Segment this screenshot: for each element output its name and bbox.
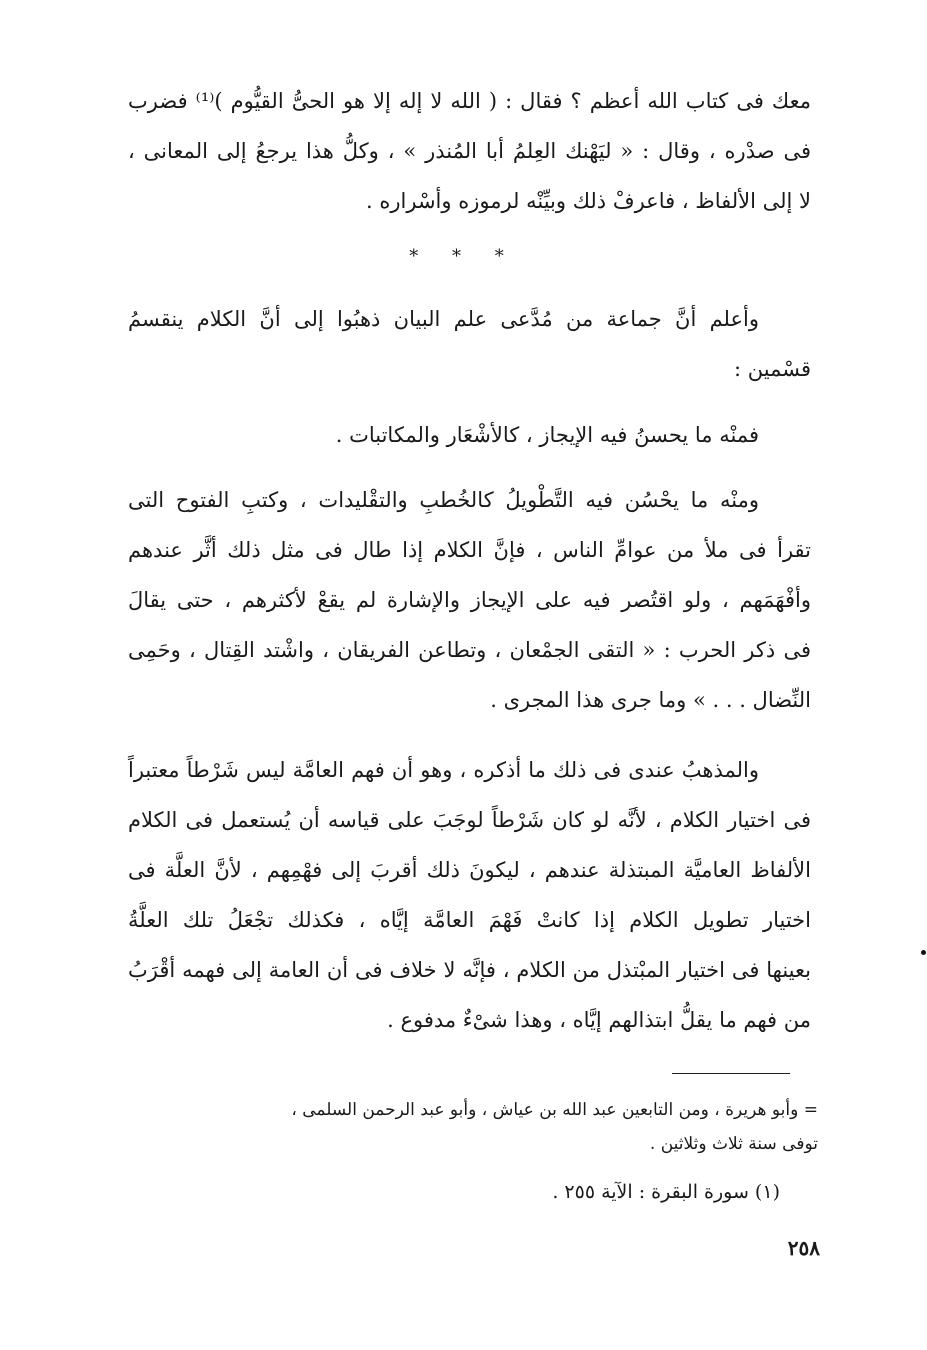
text-line: النِّضال . . . » وما جرى هذا المجرى .	[490, 688, 811, 712]
paragraph-3	[128, 410, 811, 460]
text-line: والمذهبُ عندى فى ذلك ما أذكره ، وهو أن فهم العامَّة ليس شَرْطاً معتبراً	[128, 758, 759, 782]
text-line: قسْمين :	[734, 357, 811, 381]
text-line: بعينها فى اختيار المبْتذل من الكلام ، فإنَّه لا خلاف فى أن العامة إلى فهمه أقْرَبُ	[128, 958, 811, 982]
text-line: فمنْه ما يحسنُ فيه الإيجاز ، كالأشْعَار والمكاتبات .	[335, 423, 759, 447]
text-line: اختيار تطويل الكلام إذا كانتْ فَهْمَ العامَّة إيَّاه ، فكذلك تجْعَلُ تلك العلَّةُ	[128, 908, 811, 932]
paragraph-2	[128, 294, 811, 394]
text-line: فى اختيار الكلام ، لأنَّه لو كان شَرْطاً لوجَبَ على قياسه أن يُستعمل فى الكلام	[128, 808, 811, 832]
footnote-reference: (١) سورة البقرة : الآية ٢٥٥ .	[552, 1181, 780, 1203]
text-line: فى ذكر الحرب : « التقى الجمْعان ، وتطاعن الفريقان ، واشْتد القِتال ، وحَمِى	[128, 638, 811, 662]
footnote-divider	[672, 1073, 790, 1074]
paragraph-4	[128, 475, 811, 725]
text-line: وأفْهَمَهم ، ولو اقتُصر فيه على الإيجاز والإشارة لم يقعْ لأكثرهم ، حتى يقالَ	[128, 588, 811, 612]
text-line: من فهم ما يقلُّ ابتذالهم إيَّاه ، وهذا شىْءٌ مدفوع .	[387, 1008, 811, 1032]
section-ornament: * * *	[409, 246, 518, 267]
text-line: فى صدْره ، وقال : « ليَهْنك العِلمُ أبا المُنذر » ، وكلُّ هذا يرجعُ إلى المعانى ،	[128, 139, 811, 163]
footnote-line: توفى سنة ثلاث وثلاثين .	[649, 1134, 818, 1154]
page-number: ٢٥٨	[787, 1236, 820, 1260]
text-line: الألفاظ العاميَّة المبتذلة عندهم ، ليكونَ ذلك أقربَ إلى فهْمِهم ، لأنَّ العلَّة فى	[128, 858, 811, 882]
text-line: لا إلى الألفاظ ، فاعرفْ ذلك وبيِّنْه لرموزه وأسْراره .	[366, 189, 811, 213]
margin-mark	[921, 950, 926, 955]
paragraph-5	[128, 745, 811, 1045]
text-line: تقرأ فى ملأ من عوامِّ الناس ، فإنَّ الكلام إذا طال فى مثل ذلك أثَّر عندهم	[128, 538, 811, 562]
text-line: معك فى كتاب الله أعظم ؟ فقال : ( الله لا إله إلا هو الحىُّ القيُّوم )⁽¹⁾ فضرب	[128, 89, 811, 113]
text-line: ومنْه ما يحْسُن فيه التَّطْويلُ كالخُطبِ والتقْليدات ، وكتبِ الفتوح التى	[128, 488, 759, 512]
text-line: وأعلم أنَّ جماعة من مُدَّعى علم البيان ذهبُوا إلى أنَّ الكلام ينقسمُ	[128, 307, 759, 331]
footnote-line: = وأبو هريرة ، ومن التابعين عبد الله بن عياش ، وأبو عبد الرحمن السلمى ،	[291, 1100, 818, 1120]
paragraph-1	[128, 76, 811, 226]
footnotes	[128, 1093, 818, 1209]
